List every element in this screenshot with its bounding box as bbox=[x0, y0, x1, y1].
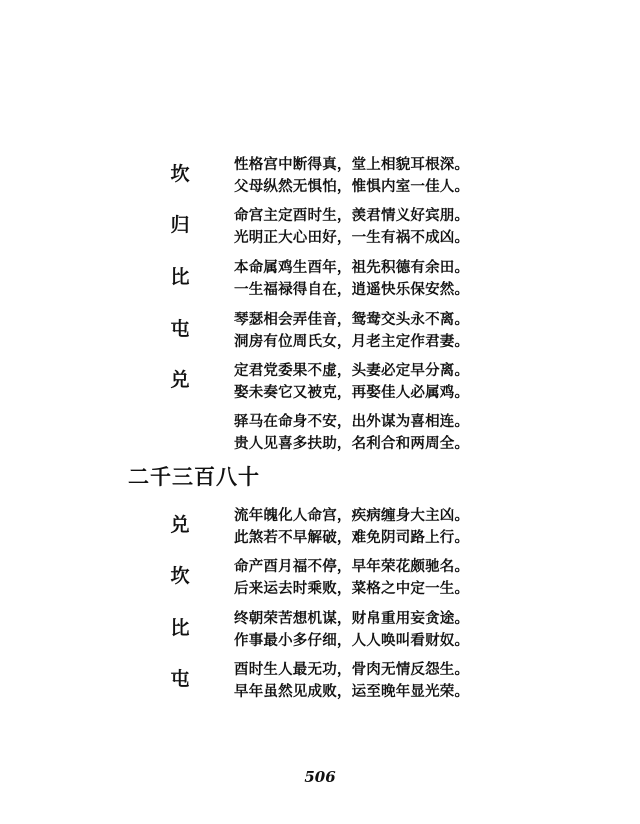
verse-entry bbox=[0, 556, 640, 596]
verse-text bbox=[234, 309, 469, 353]
verse-entry bbox=[0, 608, 640, 648]
verse-line: 定君党委果不虚，头妻必定早分离。 bbox=[234, 362, 470, 379]
verse-line: 父母纵然无惧怕，惟惧内室一佳人。 bbox=[234, 178, 470, 195]
verse-line: 命宫主定酉时生，羡君情义好宾朋。 bbox=[234, 207, 470, 224]
verse-text bbox=[234, 505, 469, 549]
verse-line: 驿马在命身不安，出外谋为喜相连。 bbox=[234, 413, 470, 430]
verse-text bbox=[234, 411, 469, 455]
verse-entry bbox=[0, 257, 640, 297]
verse-line: 琴瑟相会弄佳音，鸳鸯交头永不离。 bbox=[234, 311, 470, 328]
verse-text bbox=[234, 659, 469, 703]
verse-entry bbox=[0, 360, 640, 400]
verse-line: 流年魄化人命宫，疾病缠身大主凶。 bbox=[234, 507, 470, 524]
verse-text bbox=[234, 360, 469, 404]
verse-line: 此煞若不早解破，难免阴司路上行。 bbox=[234, 529, 470, 546]
verse-entry bbox=[0, 505, 640, 545]
verse-line: 酉时生人最无功，骨肉无情反怨生。 bbox=[234, 661, 470, 678]
verse-entry bbox=[0, 411, 640, 451]
verse-entry bbox=[0, 309, 640, 349]
gua-label: 坎 bbox=[170, 163, 190, 185]
gua-label: 屯 bbox=[170, 668, 190, 690]
verse-line: 贵人见喜多扶助，名利合和两周全。 bbox=[234, 435, 470, 452]
verse-text bbox=[234, 257, 469, 301]
verse-line: 早年虽然见成败，运至晚年显光荣。 bbox=[234, 683, 470, 700]
gua-label: 比 bbox=[170, 617, 190, 639]
verse-text bbox=[234, 205, 469, 249]
verse-entry bbox=[0, 659, 640, 699]
verse-line: 作事最小多仔细，人人唤叫看财奴。 bbox=[234, 632, 470, 649]
verse-line: 性格宫中断得真，堂上相貌耳根深。 bbox=[234, 156, 470, 173]
gua-label: 坎 bbox=[170, 565, 190, 587]
verse-line: 命产酉月福不停，早年荣花颇驰名。 bbox=[234, 558, 470, 575]
verse-line: 娶未奏它又被克，再娶佳人必属鸡。 bbox=[234, 384, 470, 401]
verse-text bbox=[234, 154, 469, 198]
verse-line: 光明正大心田好，一生有祸不成凶。 bbox=[234, 229, 470, 246]
verse-text bbox=[234, 556, 469, 600]
gua-label: 归 bbox=[170, 214, 190, 236]
verse-entry bbox=[0, 154, 640, 194]
verse-entry bbox=[0, 205, 640, 245]
verse-line: 终朝荣苦想机谋，财帛重用妄贪途。 bbox=[234, 610, 470, 627]
verse-text bbox=[234, 608, 469, 652]
page-number: 506 bbox=[304, 768, 336, 786]
gua-label: 兑 bbox=[170, 369, 190, 391]
gua-label: 兑 bbox=[170, 514, 190, 536]
verse-line: 后来运去时乘败，菜格之中定一生。 bbox=[234, 580, 470, 597]
gua-label: 屯 bbox=[170, 318, 190, 340]
section-heading: 二千三百八十 bbox=[128, 464, 260, 489]
verse-line: 一生福禄得自在，逍遥快乐保安然。 bbox=[234, 281, 470, 298]
verse-line: 洞房有位周氏女，月老主定作君妻。 bbox=[234, 333, 470, 350]
verse-line: 本命属鸡生酉年，祖先积德有余田。 bbox=[234, 259, 470, 276]
gua-label: 比 bbox=[170, 266, 190, 288]
